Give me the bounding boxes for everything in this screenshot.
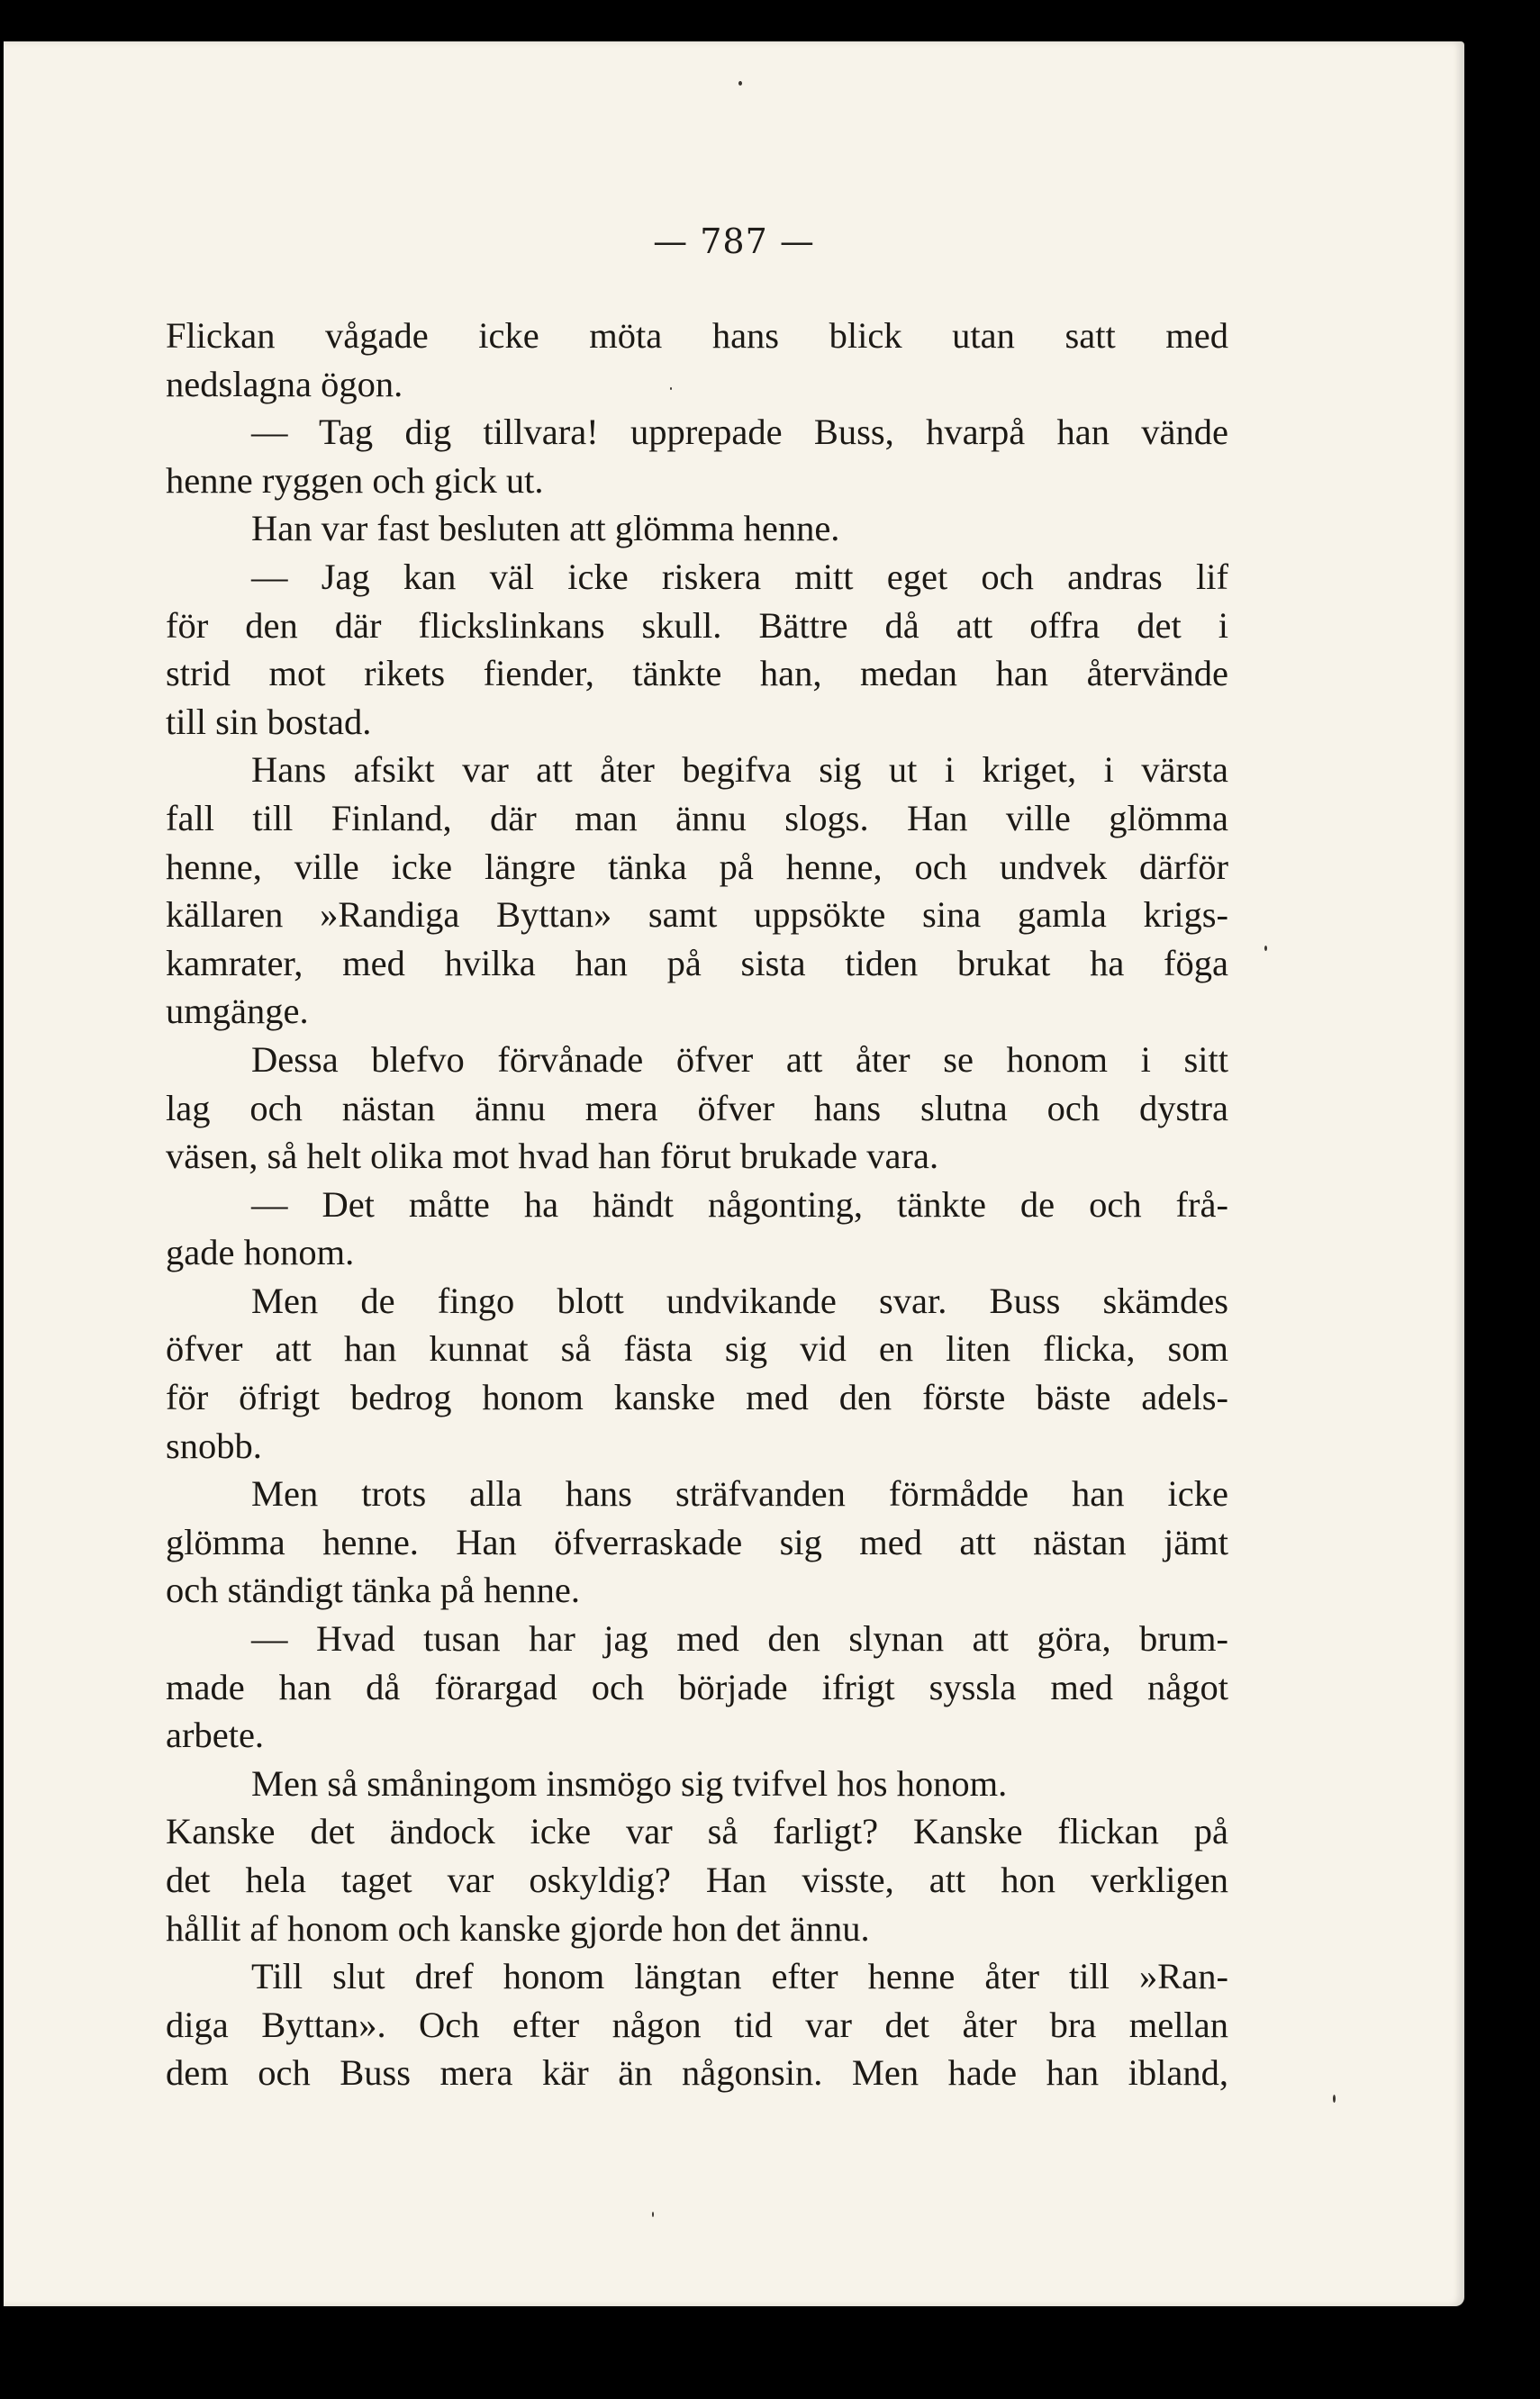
- text-line: — Det måtte ha händt någonting, tänkte de och frå-: [251, 1183, 1228, 1225]
- text-line: öfver att han kunnat så fästa sig vid en liten flicka, som: [166, 1328, 1228, 1370]
- text-line: kamrater, med hvilka han på sista tiden brukat ha föga: [166, 942, 1228, 983]
- speck: [738, 81, 742, 86]
- text-line: Hans afsikt var att åter begifva sig ut i kriget, i värsta: [251, 749, 1228, 791]
- speck: [652, 2212, 654, 2217]
- text-line: väsen, så helt olika mot hvad han förut brukade vara.: [166, 1136, 939, 1177]
- text-line: för den där flickslinkans skull. Bättre då att offra det i: [166, 604, 1228, 646]
- text-line: nedslagna ögon.: [166, 363, 403, 404]
- text-line: Dessa blefvo förvånade öfver att åter se honom i sitt: [251, 1038, 1228, 1080]
- text-line: arbete.: [166, 1715, 265, 1756]
- text-line: dem och Buss mera kär än någonsin. Men hade han ibland,: [166, 2052, 1228, 2094]
- text-line: Flickan vågade icke möta hans blick utan satt med: [166, 315, 1228, 356]
- body-text: [166, 312, 1228, 2097]
- text-line: — Hvad tusan har jag med den slynan att göra, brum-: [251, 1618, 1228, 1660]
- text-line: — Tag dig tillvara! upprepade Buss, hvarpå han vände: [251, 412, 1228, 453]
- page-number: — 787 —: [653, 222, 815, 261]
- text-line: Till slut dref honom längtan efter henne åter till »Ran-: [251, 1956, 1228, 1997]
- text-line: Men så småningom insmögo sig tvifvel hos honom.: [251, 1762, 1008, 1804]
- text-line: Men de fingo blott undvikande svar. Buss skämdes: [251, 1280, 1228, 1321]
- text-line: made han då förargad och började ifrigt syssla med något: [166, 1666, 1228, 1707]
- text-line: och ständigt tänka på henne.: [166, 1570, 580, 1611]
- text-line: fall till Finland, där man ännu slogs. Han ville glömma: [166, 797, 1228, 838]
- text-line: diga Byttan». Och efter någon tid var det åter bra mellan: [166, 2004, 1228, 2045]
- speck: [1264, 946, 1267, 951]
- book-page: [4, 41, 1464, 2306]
- text-line: källaren »Randiga Byttan» samt uppsökte sina gamla krigs-: [166, 894, 1228, 936]
- speck: [670, 387, 672, 390]
- text-line: det hela taget var oskyldig? Han visste, att hon verkligen: [166, 1860, 1228, 1900]
- text-line: lag och nästan ännu mera öfver hans slutna och dystra: [166, 1087, 1228, 1128]
- text-line: gade honom.: [166, 1232, 355, 1273]
- text-line: strid mot rikets fiender, tänkte han, medan han återvände: [166, 653, 1228, 694]
- text-line: Kanske det ändock icke var så farligt? Kanske flickan på: [166, 1811, 1228, 1852]
- text-line: umgänge.: [166, 991, 309, 1032]
- text-line: Han var fast besluten att glömma henne.: [251, 508, 840, 549]
- text-line: henne, ville icke längre tänka på henne, och undvek därför: [166, 846, 1228, 887]
- text-line: Men trots alla hans sträfvanden förmådde han icke: [251, 1473, 1228, 1515]
- text-line: snobb.: [166, 1425, 262, 1466]
- text-line: — Jag kan väl icke riskera mitt eget och andras lif: [251, 556, 1228, 597]
- text-line: hållit af honom och kanske gjorde hon det ännu.: [166, 1907, 870, 1949]
- text-line: till sin bostad.: [166, 701, 372, 742]
- text-line: glömma henne. Han öfverraskade sig med att nästan jämt: [166, 1521, 1228, 1562]
- text-line: henne ryggen och gick ut.: [166, 459, 544, 501]
- speck: [1333, 2095, 1336, 2103]
- text-line: för öfrigt bedrog honom kanske med den förste bäste adels-: [166, 1377, 1228, 1418]
